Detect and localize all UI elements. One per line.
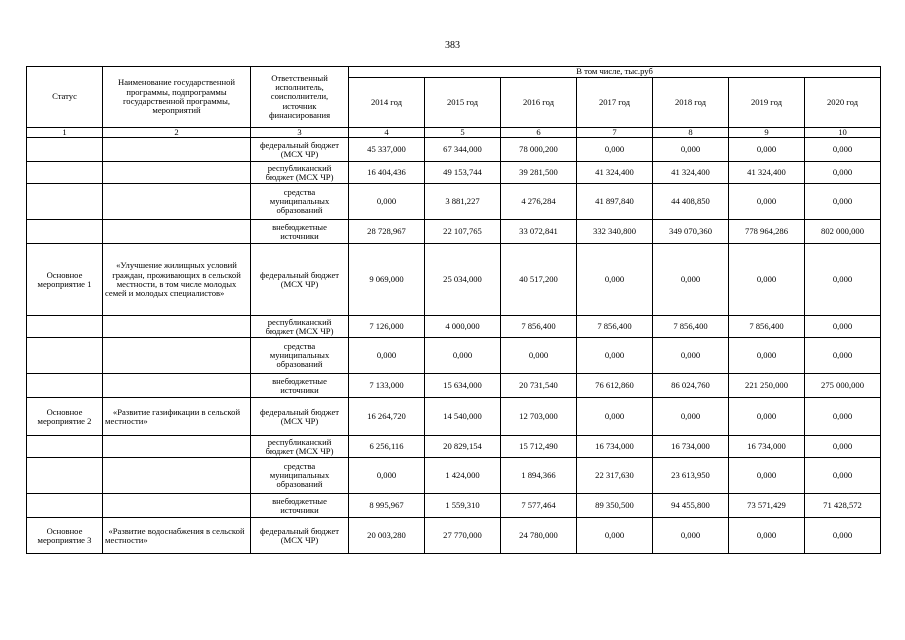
amount-cell: 67 344,000 bbox=[425, 138, 501, 162]
amount-cell: 23 613,950 bbox=[653, 458, 729, 494]
column-number: 3 bbox=[251, 128, 349, 138]
header-year: 2019 год bbox=[729, 78, 805, 128]
funding-source-cell: федеральный бюджет (МСХ ЧР) bbox=[251, 398, 349, 436]
column-number: 1 bbox=[27, 128, 103, 138]
amount-cell: 0,000 bbox=[349, 458, 425, 494]
amount-cell: 0,000 bbox=[729, 184, 805, 220]
status-cell bbox=[27, 220, 103, 244]
amount-cell: 778 964,286 bbox=[729, 220, 805, 244]
amount-cell: 0,000 bbox=[577, 138, 653, 162]
status-cell bbox=[27, 162, 103, 184]
amount-cell: 0,000 bbox=[729, 398, 805, 436]
amount-cell: 28 728,967 bbox=[349, 220, 425, 244]
amount-cell: 20 829,154 bbox=[425, 436, 501, 458]
table-row bbox=[27, 184, 881, 220]
amount-cell: 7 856,400 bbox=[577, 316, 653, 338]
column-number: 7 bbox=[577, 128, 653, 138]
header-status: Статус bbox=[27, 67, 103, 128]
activity-name-cell bbox=[103, 494, 251, 518]
funding-source-cell: средства муниципальных образований bbox=[251, 458, 349, 494]
amount-cell: 22 317,630 bbox=[577, 458, 653, 494]
activity-name-cell bbox=[103, 458, 251, 494]
table-row bbox=[27, 398, 881, 436]
amount-cell: 16 734,000 bbox=[729, 436, 805, 458]
amount-cell: 15 634,000 bbox=[425, 374, 501, 398]
amount-cell: 12 703,000 bbox=[501, 398, 577, 436]
header-name: Наименование государственной программы, подпрограммы государственной программы, мероприятий bbox=[103, 67, 251, 128]
amount-cell: 0,000 bbox=[805, 244, 881, 316]
amount-cell: 15 712,490 bbox=[501, 436, 577, 458]
status-cell bbox=[27, 458, 103, 494]
funding-source-cell: внебюджетные источники bbox=[251, 220, 349, 244]
amount-cell: 0,000 bbox=[653, 398, 729, 436]
amount-cell: 0,000 bbox=[577, 398, 653, 436]
column-number: 8 bbox=[653, 128, 729, 138]
funding-source-cell: внебюджетные источники bbox=[251, 494, 349, 518]
column-number: 9 bbox=[729, 128, 805, 138]
activity-name-cell bbox=[103, 316, 251, 338]
amount-cell: 16 734,000 bbox=[577, 436, 653, 458]
amount-cell: 71 428,572 bbox=[805, 494, 881, 518]
amount-cell: 0,000 bbox=[425, 338, 501, 374]
column-number: 6 bbox=[501, 128, 577, 138]
status-cell bbox=[27, 316, 103, 338]
amount-cell: 7 856,400 bbox=[501, 316, 577, 338]
amount-cell: 9 069,000 bbox=[349, 244, 425, 316]
table-row bbox=[27, 518, 881, 554]
table-row bbox=[27, 494, 881, 518]
amount-cell: 16 404,436 bbox=[349, 162, 425, 184]
amount-cell: 20 731,540 bbox=[501, 374, 577, 398]
amount-cell: 0,000 bbox=[729, 458, 805, 494]
amount-cell: 0,000 bbox=[577, 244, 653, 316]
amount-cell: 1 559,310 bbox=[425, 494, 501, 518]
amount-cell: 25 034,000 bbox=[425, 244, 501, 316]
header-year: 2016 год bbox=[501, 78, 577, 128]
amount-cell: 8 995,967 bbox=[349, 494, 425, 518]
amount-cell: 221 250,000 bbox=[729, 374, 805, 398]
amount-cell: 275 000,000 bbox=[805, 374, 881, 398]
amount-cell: 0,000 bbox=[349, 338, 425, 374]
table-row bbox=[27, 162, 881, 184]
funding-source-cell: федеральный бюджет (МСХ ЧР) bbox=[251, 518, 349, 554]
amount-cell: 78 000,200 bbox=[501, 138, 577, 162]
amount-cell: 41 897,840 bbox=[577, 184, 653, 220]
amount-cell: 41 324,400 bbox=[653, 162, 729, 184]
amount-cell: 0,000 bbox=[729, 244, 805, 316]
amount-cell: 0,000 bbox=[805, 138, 881, 162]
amount-cell: 73 571,429 bbox=[729, 494, 805, 518]
amount-cell: 0,000 bbox=[577, 518, 653, 554]
status-cell: Основное мероприятие 3 bbox=[27, 518, 103, 554]
amount-cell: 94 455,800 bbox=[653, 494, 729, 518]
status-cell bbox=[27, 138, 103, 162]
amount-cell: 0,000 bbox=[805, 398, 881, 436]
activity-name-cell: «Развитие газификации в сельской местности» bbox=[103, 398, 251, 436]
funding-source-cell: республиканский бюджет (МСХ ЧР) bbox=[251, 162, 349, 184]
amount-cell: 22 107,765 bbox=[425, 220, 501, 244]
amount-cell: 0,000 bbox=[653, 244, 729, 316]
amount-cell: 41 324,400 bbox=[577, 162, 653, 184]
funding-source-cell: средства муниципальных образований bbox=[251, 338, 349, 374]
activity-name-cell bbox=[103, 436, 251, 458]
amount-cell: 0,000 bbox=[577, 338, 653, 374]
status-cell: Основное мероприятие 1 bbox=[27, 244, 103, 316]
amount-cell: 89 350,500 bbox=[577, 494, 653, 518]
amount-cell: 14 540,000 bbox=[425, 398, 501, 436]
status-cell bbox=[27, 494, 103, 518]
activity-name-cell bbox=[103, 162, 251, 184]
amount-cell: 44 408,850 bbox=[653, 184, 729, 220]
amount-cell: 33 072,841 bbox=[501, 220, 577, 244]
table-row bbox=[27, 338, 881, 374]
header-year: 2018 год bbox=[653, 78, 729, 128]
amount-cell: 6 256,116 bbox=[349, 436, 425, 458]
amount-cell: 49 153,744 bbox=[425, 162, 501, 184]
amount-cell: 0,000 bbox=[805, 518, 881, 554]
amount-cell: 24 780,000 bbox=[501, 518, 577, 554]
amount-cell: 41 324,400 bbox=[729, 162, 805, 184]
table-row bbox=[27, 374, 881, 398]
table-row bbox=[27, 458, 881, 494]
status-cell bbox=[27, 436, 103, 458]
amount-cell: 0,000 bbox=[653, 518, 729, 554]
amount-cell: 332 340,800 bbox=[577, 220, 653, 244]
amount-cell: 1 894,366 bbox=[501, 458, 577, 494]
column-number: 5 bbox=[425, 128, 501, 138]
amount-cell: 0,000 bbox=[805, 162, 881, 184]
column-number: 4 bbox=[349, 128, 425, 138]
header-year: 2020 год bbox=[805, 78, 881, 128]
column-number: 10 bbox=[805, 128, 881, 138]
amount-cell: 76 612,860 bbox=[577, 374, 653, 398]
amount-cell: 7 133,000 bbox=[349, 374, 425, 398]
amount-cell: 7 577,464 bbox=[501, 494, 577, 518]
funding-source-cell: республиканский бюджет (МСХ ЧР) bbox=[251, 316, 349, 338]
amount-cell: 16 734,000 bbox=[653, 436, 729, 458]
column-number: 2 bbox=[103, 128, 251, 138]
amount-cell: 16 264,720 bbox=[349, 398, 425, 436]
header-group: В том числе, тыс.руб bbox=[349, 67, 881, 78]
amount-cell: 20 003,280 bbox=[349, 518, 425, 554]
amount-cell: 0,000 bbox=[805, 436, 881, 458]
header-responsible: Ответственный исполнитель, соисполнители, источник финансирования bbox=[251, 67, 349, 128]
activity-name-cell bbox=[103, 374, 251, 398]
header-year: 2015 год bbox=[425, 78, 501, 128]
activity-name-cell bbox=[103, 338, 251, 374]
table-row bbox=[27, 316, 881, 338]
funding-source-cell: средства муниципальных образований bbox=[251, 184, 349, 220]
page-number: 383 bbox=[445, 40, 460, 51]
amount-cell: 0,000 bbox=[805, 184, 881, 220]
amount-cell: 0,000 bbox=[349, 184, 425, 220]
budget-table bbox=[26, 66, 881, 554]
amount-cell: 7 856,400 bbox=[729, 316, 805, 338]
funding-source-cell: федеральный бюджет (МСХ ЧР) bbox=[251, 244, 349, 316]
amount-cell: 86 024,760 bbox=[653, 374, 729, 398]
funding-source-cell: республиканский бюджет (МСХ ЧР) bbox=[251, 436, 349, 458]
header-year: 2017 год bbox=[577, 78, 653, 128]
amount-cell: 0,000 bbox=[501, 338, 577, 374]
amount-cell: 3 881,227 bbox=[425, 184, 501, 220]
amount-cell: 0,000 bbox=[653, 138, 729, 162]
table-row bbox=[27, 436, 881, 458]
amount-cell: 4 276,284 bbox=[501, 184, 577, 220]
amount-cell: 0,000 bbox=[729, 338, 805, 374]
amount-cell: 0,000 bbox=[805, 316, 881, 338]
amount-cell: 0,000 bbox=[805, 338, 881, 374]
amount-cell: 0,000 bbox=[729, 518, 805, 554]
activity-name-cell: «Улучшение жилищных условий граждан, проживающих в сельской местности, в том числе молодых семей и молодых специалистов» bbox=[103, 244, 251, 316]
amount-cell: 7 856,400 bbox=[653, 316, 729, 338]
activity-name-cell bbox=[103, 184, 251, 220]
amount-cell: 40 517,200 bbox=[501, 244, 577, 316]
status-cell bbox=[27, 184, 103, 220]
amount-cell: 1 424,000 bbox=[425, 458, 501, 494]
activity-name-cell: «Развитие водоснабжения в сельской местности» bbox=[103, 518, 251, 554]
amount-cell: 7 126,000 bbox=[349, 316, 425, 338]
table-row bbox=[27, 138, 881, 162]
amount-cell: 802 000,000 bbox=[805, 220, 881, 244]
amount-cell: 0,000 bbox=[653, 338, 729, 374]
status-cell bbox=[27, 338, 103, 374]
funding-source-cell: федеральный бюджет (МСХ ЧР) bbox=[251, 138, 349, 162]
status-cell: Основное мероприятие 2 bbox=[27, 398, 103, 436]
table-row bbox=[27, 220, 881, 244]
amount-cell: 0,000 bbox=[805, 458, 881, 494]
amount-cell: 4 000,000 bbox=[425, 316, 501, 338]
status-cell bbox=[27, 374, 103, 398]
activity-name-cell bbox=[103, 138, 251, 162]
amount-cell: 27 770,000 bbox=[425, 518, 501, 554]
amount-cell: 45 337,000 bbox=[349, 138, 425, 162]
funding-source-cell: внебюджетные источники bbox=[251, 374, 349, 398]
amount-cell: 349 070,360 bbox=[653, 220, 729, 244]
amount-cell: 0,000 bbox=[729, 138, 805, 162]
table-row bbox=[27, 244, 881, 316]
header-year: 2014 год bbox=[349, 78, 425, 128]
activity-name-cell bbox=[103, 220, 251, 244]
amount-cell: 39 281,500 bbox=[501, 162, 577, 184]
